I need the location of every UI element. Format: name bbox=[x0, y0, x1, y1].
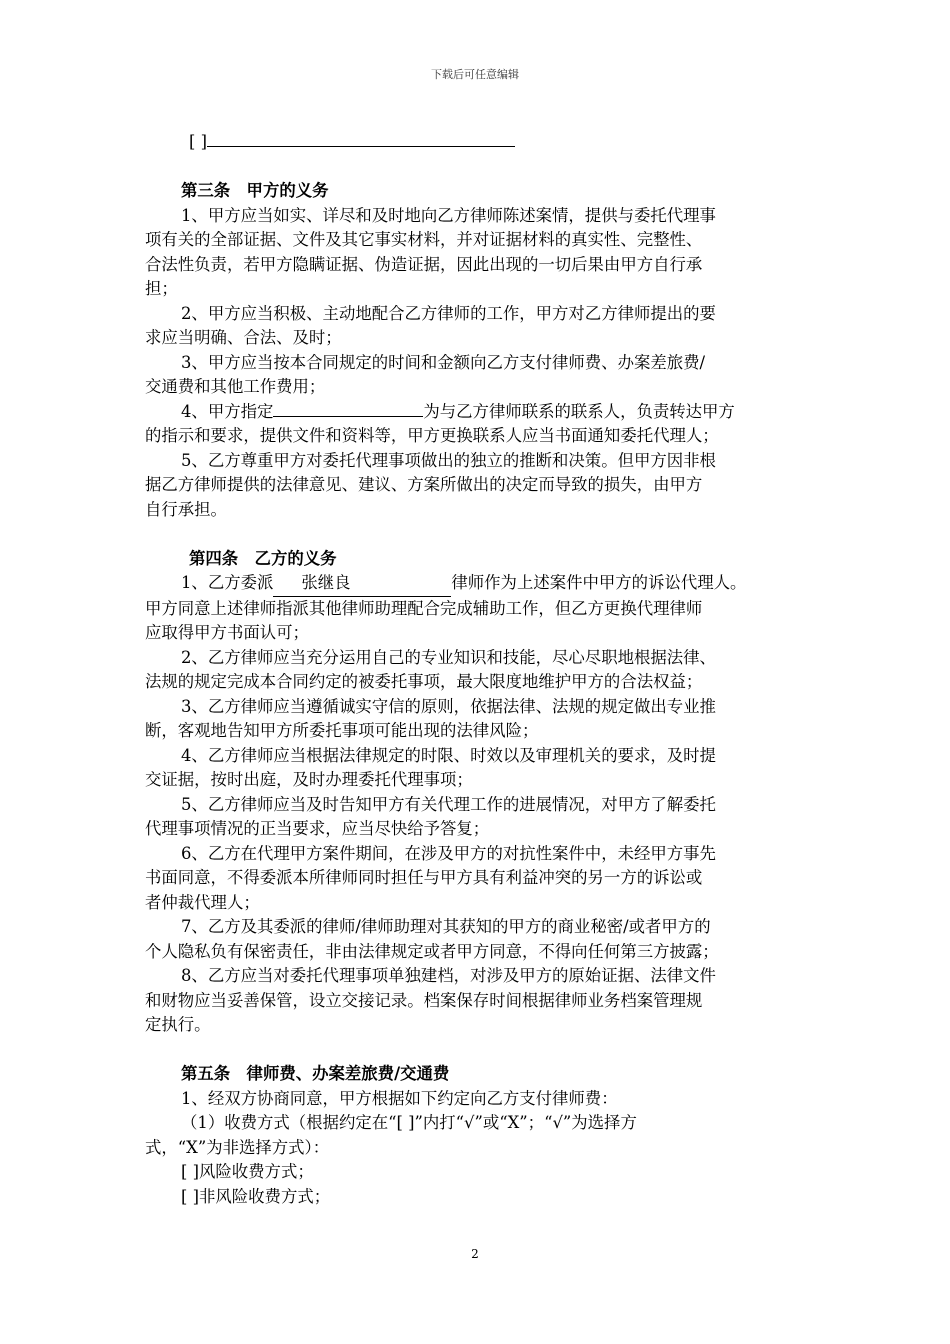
checkbox-bracket: [ ] bbox=[189, 132, 207, 151]
risk-fee-option[interactable]: [ ]风险收费方式； bbox=[181, 1162, 314, 1181]
art4-para-8-line: 和财物应当妥善保管，设立交接记录。档案保存时间根据律师业务档案管理规 bbox=[145, 990, 703, 1010]
art3-para-4-line: 的指示和要求，提供文件和资料等，甲方更换联系人应当书面通知委托代理人； bbox=[145, 426, 719, 445]
contact-person-blank[interactable] bbox=[273, 400, 423, 417]
art3-para-4: 4、甲方指定 为与乙方律师联系的联系人，负责转达甲方 bbox=[181, 401, 735, 421]
art3-para-1-line: 担； bbox=[145, 279, 178, 298]
art5-para-2-line: 式，“X”为非选择方式）： bbox=[145, 1137, 330, 1157]
art3-para-5-line: 据乙方律师提供的法律意见、建议、方案所做出的决定而导致的损失，由甲方 bbox=[145, 475, 703, 494]
checkbox-line bbox=[145, 130, 805, 155]
art4-para-8: 8、乙方应当对委托代理事项单独建档，对涉及甲方的原始证据、法律文件 bbox=[181, 966, 716, 985]
art4-para-1: 1、乙方委派 张继良 律师作为上述案件中甲方的诉讼代理人。 bbox=[145, 571, 805, 597]
art4-para-2-line: 法规的规定完成本合同约定的被委托事项，最大限度地维护甲方的合法权益； bbox=[145, 672, 703, 691]
page-number: 2 bbox=[471, 1247, 479, 1261]
art4-para-8-line: 定执行。 bbox=[145, 1015, 211, 1034]
article-4-title: 第四条 乙方的义务 bbox=[189, 548, 337, 568]
blank-line[interactable] bbox=[207, 130, 515, 147]
art3-para-1-line: 项有关的全部证据、文件及其它事实材料，并对证据材料的真实性、完整性、 bbox=[145, 230, 703, 249]
art3-para-1-line: 合法性负责，若甲方隐瞒证据、伪造证据，因此出现的一切后果由甲方自行承 bbox=[145, 254, 703, 274]
article-3-title: 第三条 甲方的义务 bbox=[181, 181, 329, 200]
art3-para-2: 2、甲方应当积极、主动地配合乙方律师的工作，甲方对乙方律师提出的要 bbox=[181, 303, 716, 323]
art4-para-6-line: 者仲裁代理人； bbox=[145, 892, 260, 912]
art4-para-5-line: 代理事项情况的正当要求，应当尽快给予答复； bbox=[145, 819, 490, 838]
art4-para-6: 6、乙方在代理甲方案件期间，在涉及甲方的对抗性案件中，未经甲方事先 bbox=[181, 843, 716, 863]
document-body bbox=[145, 130, 805, 1209]
page-header: 下载后可任意编辑 bbox=[431, 68, 519, 81]
art3-para-5-line: 自行承担。 bbox=[145, 499, 227, 519]
art4-para-7-line: 个人隐私负有保密责任，非由法律规定或者甲方同意，不得向任何第三方披露； bbox=[145, 941, 719, 961]
art3-para-3: 3、甲方应当按本合同规定的时间和金额向乙方支付律师费、办案差旅费/ bbox=[181, 352, 706, 372]
art5-para-2: （1）收费方式（根据约定在“[ ]”内打“√”或“X”；“√”为选择方 bbox=[181, 1113, 637, 1132]
art4-para-7: 7、乙方及其委派的律师/律师助理对其获知的甲方的商业秘密/或者甲方的 bbox=[181, 917, 711, 936]
art4-para-5: 5、乙方律师应当及时告知甲方有关代理工作的进展情况，对甲方了解委托 bbox=[181, 794, 716, 814]
article-5-title: 第五条 律师费、办案差旅费/交通费 bbox=[181, 1064, 450, 1083]
art4-para-1-line: 甲方同意上述律师指派其他律师助理配合完成辅助工作，但乙方更换代理律师 bbox=[145, 598, 703, 618]
art4-para-4-line: 交证据，按时出庭，及时办理委托代理事项； bbox=[145, 770, 473, 789]
lawyer-name: 张继良 bbox=[301, 573, 351, 592]
art4-para-2: 2、乙方律师应当充分运用自己的专业知识和技能，尽心尽职地根据法律、 bbox=[181, 647, 716, 667]
art4-para-6-line: 书面同意，不得委派本所律师同时担任与甲方具有利益冲突的另一方的诉讼或 bbox=[145, 868, 703, 887]
non-risk-fee-option[interactable]: [ ]非风险收费方式； bbox=[181, 1186, 331, 1206]
art3-para-5: 5、乙方尊重甲方对委托代理事项做出的独立的推断和决策。但甲方因非根 bbox=[181, 450, 716, 470]
art3-para-1: 1、甲方应当如实、详尽和及时地向乙方律师陈述案情，提供与委托代理事 bbox=[181, 205, 716, 225]
art4-para-3: 3、乙方律师应当遵循诚实守信的原则，依据法律、法规的规定做出专业推 bbox=[181, 696, 716, 716]
art4-para-4: 4、乙方律师应当根据法律规定的时限、时效以及审理机关的要求，及时提 bbox=[181, 745, 716, 765]
art5-para-1: 1、经双方协商同意，甲方根据如下约定向乙方支付律师费： bbox=[181, 1088, 618, 1108]
art3-para-2-line: 求应当明确、合法、及时； bbox=[145, 328, 342, 347]
art3-para-3-line: 交通费和其他工作费用； bbox=[145, 377, 326, 396]
art4-para-1-line: 应取得甲方书面认可； bbox=[145, 623, 309, 642]
art4-para-3-line: 断，客观地告知甲方所委托事项可能出现的法律风险； bbox=[145, 721, 539, 740]
